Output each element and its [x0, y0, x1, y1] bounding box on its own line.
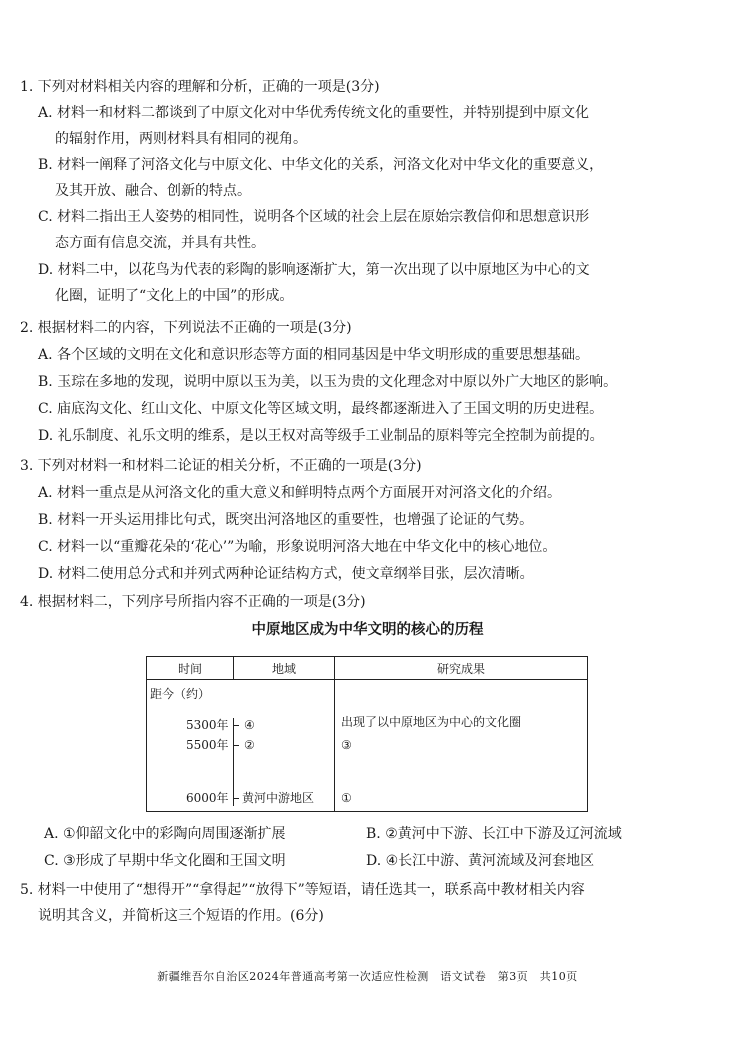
q4-option-b: B. ②黄河中下游、长江中下游及辽河流域	[366, 826, 622, 842]
q1-stem: 1. 下列对材料相关内容的理解和分析，正确的一项是(3分)	[20, 79, 380, 95]
marker-2: ②	[244, 738, 255, 752]
q1-option-d-cont: 化圈，证明了“文化上的中国”的形成。	[55, 288, 294, 304]
year-5500: 5500年	[186, 738, 229, 752]
q1-option-c: C. 材料二指出王人姿势的相同性，说明各个区域的社会上层在原始宗教信仰和思想意识形	[38, 209, 590, 225]
q1-option-b: B. 材料一阐释了河洛文化与中原文化、中华文化的关系，河洛文化对中华文化的重要意义，	[38, 157, 604, 173]
q1-option-a: A. 材料一和材料二都谈到了中原文化对中华优秀传统文化的重要性，并特别提到中原文化	[38, 105, 590, 121]
q2-stem: 2. 根据材料二的内容，下列说法不正确的一项是(3分)	[20, 320, 352, 336]
region-6000: 黄河中游地区	[242, 791, 315, 805]
q4-stem: 4. 根据材料二，下列序号所指内容不正确的一项是(3分)	[20, 594, 366, 610]
marker-3: ③	[341, 738, 352, 752]
year-6000: 6000年	[186, 791, 229, 805]
marker-1: ①	[341, 791, 352, 805]
q5-stem-cont: 说明其含义，并简析这三个短语的作用。(6分)	[38, 908, 324, 924]
result-5300: 出现了以中原地区为中心的文化圈	[341, 715, 522, 729]
header-region: 地域	[234, 657, 335, 680]
q4-option-a: A. ①仰韶文化中的彩陶向周围逐渐扩展	[44, 826, 286, 842]
q3-option-c: C. 材料一以“重瓣花朵的‘花心’”为喻，形象说明河洛大地在中华文化中的核心地位。	[38, 539, 557, 555]
q5-stem: 5. 材料一中使用了“想得开”“拿得起”“放得下”等短语，请任选其一，联系高中教材相关内容	[20, 882, 585, 898]
q2-option-d: D. 礼乐制度、礼乐文明的维系，是以王权对高等级手工业制品的原料等完全控制为前提的。	[38, 428, 604, 444]
tick-5300	[233, 725, 239, 726]
years-ago-label: 距今（约）	[150, 687, 211, 701]
q1-option-d: D. 材料二中，以花鸟为代表的彩陶的影响逐渐扩大，第一次出现了以中原地区为中心的文	[38, 262, 590, 278]
q3-stem: 3. 下列对材料一和材料二论证的相关分析，不正确的一项是(3分)	[20, 458, 422, 474]
q3-option-d: D. 材料二使用总分式和并列式两种论证结构方式，使文章纲举目张，层次清晰。	[38, 566, 534, 582]
q1-option-b-cont: 及其开放、融合、创新的特点。	[55, 183, 251, 199]
timeline-table	[146, 656, 588, 812]
table-caption: 中原地区成为中华文明的核心的历程	[251, 621, 484, 638]
q4-option-d: D. ④长江中游、黄河流域及河套地区	[366, 853, 595, 869]
q1-option-c-cont: 态方面有信息交流，并具有共性。	[55, 235, 265, 251]
year-5300: 5300年	[186, 718, 229, 732]
q4-option-c: C. ③形成了早期中华文化圈和王国文明	[44, 853, 286, 869]
tick-6000	[233, 798, 239, 799]
q3-option-b: B. 材料一开头运用排比句式，既突出河洛地区的重要性，也增强了论证的气势。	[38, 512, 534, 528]
header-result: 研究成果	[335, 657, 588, 680]
result-cell	[335, 680, 588, 812]
q2-option-a: A. 各个区域的文明在文化和意识形态等方面的相同基因是中华文明形成的重要思想基础。	[38, 347, 590, 363]
q2-option-b: B. 玉琮在多地的发现，说明中原以玉为美，以玉为贵的文化理念对中原以外广大地区的影响。	[38, 374, 618, 390]
marker-4: ④	[244, 718, 255, 732]
timeline-axis	[233, 718, 234, 806]
q1-option-a-cont: 的辐射作用，两则材料具有相同的视角。	[55, 131, 307, 147]
header-time: 时间	[147, 657, 234, 680]
q3-option-a: A. 材料一重点是从河洛文化的重大意义和鲜明特点两个方面展开对河洛文化的介绍。	[38, 485, 562, 501]
tick-5500	[233, 745, 239, 746]
q2-option-c: C. 庙底沟文化、红山文化、中原文化等区域文明，最终都逐渐进入了王国文明的历史进程。	[38, 401, 604, 417]
page-footer: 新疆维吾尔自治区2024年普通高考第一次适应性检测 语文试卷 第3页 共10页	[157, 970, 578, 983]
